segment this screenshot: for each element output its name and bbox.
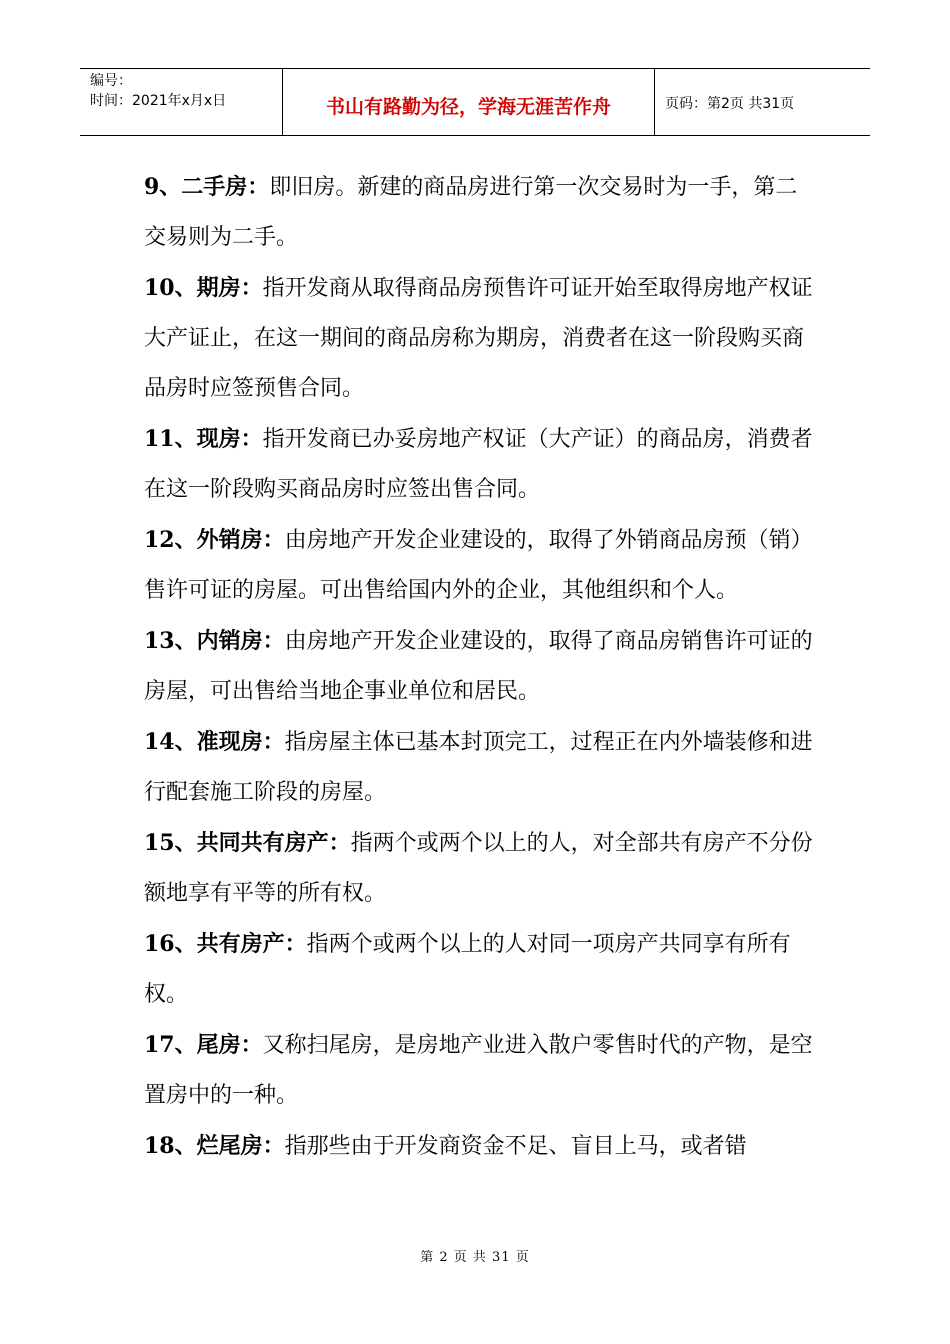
entry-12: [144, 515, 814, 616]
entry-term: 9、二手房：: [144, 174, 270, 200]
entry-term: 16、共有房产：: [144, 931, 307, 957]
entry-9: [144, 162, 814, 263]
entry-text: 由房地产开发企业建设的，取得了外销商品房预（销）售许可证的房屋。可出售给国内外的企业，其他组织和个人。: [144, 528, 813, 603]
motto: 书山有路勤为径，学海无涯苦作舟: [283, 69, 655, 135]
entry-14: [144, 717, 814, 818]
entry-term: 10、期房：: [144, 275, 263, 301]
entry-term: 12、外销房：: [144, 527, 285, 553]
entry-term: 13、内销房：: [144, 628, 285, 654]
entry-15: [144, 818, 814, 919]
entry-10: [144, 263, 814, 414]
page-footer: 第 2 页 共 31 页: [420, 1250, 530, 1265]
entry-text: 又称扫尾房，是房地产业进入散户零售时代的产物，是空置房中的一种。: [144, 1033, 813, 1108]
entry-term: 18、烂尾房：: [144, 1133, 285, 1159]
entry-17: [144, 1020, 814, 1121]
entry-text: 指房屋主体已基本封顶完工，过程正在内外墙装修和进行配套施工阶段的房屋。: [144, 730, 813, 805]
document-body: [144, 162, 814, 1172]
entry-text: 指两个或两个以上的人对同一项房产共同享有所有权。: [144, 932, 791, 1007]
page-header: [80, 68, 870, 136]
entry-term: 15、共同共有房产：: [144, 830, 351, 856]
entry-text: 指开发商从取得商品房预售许可证开始至取得房地产权证大产证止，在这一期间的商品房称为期房，消费者在这一阶段购买商品房时应签预售合同。: [144, 276, 813, 401]
entry-text: 指两个或两个以上的人，对全部共有房产不分份额地享有平等的所有权。: [144, 831, 813, 906]
header-info-cell: [80, 69, 283, 135]
entry-text: 由房地产开发企业建设的，取得了商品房销售许可证的房屋，可出售给当地企事业单位和居民。: [144, 629, 813, 704]
entry-term: 11、现房：: [144, 426, 263, 452]
entry-13: [144, 616, 814, 717]
entry-16: [144, 919, 814, 1020]
entry-term: 17、尾房：: [144, 1032, 263, 1058]
date-label: 时间：2021年x月x日: [90, 93, 227, 109]
entry-11: [144, 414, 814, 515]
entry-text: 指那些由于开发商资金不足、盲目上马，或者错: [284, 1134, 747, 1159]
entry-term: 14、准现房：: [144, 729, 285, 755]
entry-text: 即旧房。新建的商品房进行第一次交易时为一手，第二交易则为二手。: [144, 175, 798, 250]
number-label: 编号：: [90, 73, 132, 89]
entry-18: [144, 1121, 814, 1172]
entry-text: 指开发商已办妥房地产权证（大产证）的商品房，消费者在这一阶段购买商品房时应签出售合同。: [144, 427, 813, 502]
page-number-label: 页码：第2页 共31页: [665, 96, 795, 112]
